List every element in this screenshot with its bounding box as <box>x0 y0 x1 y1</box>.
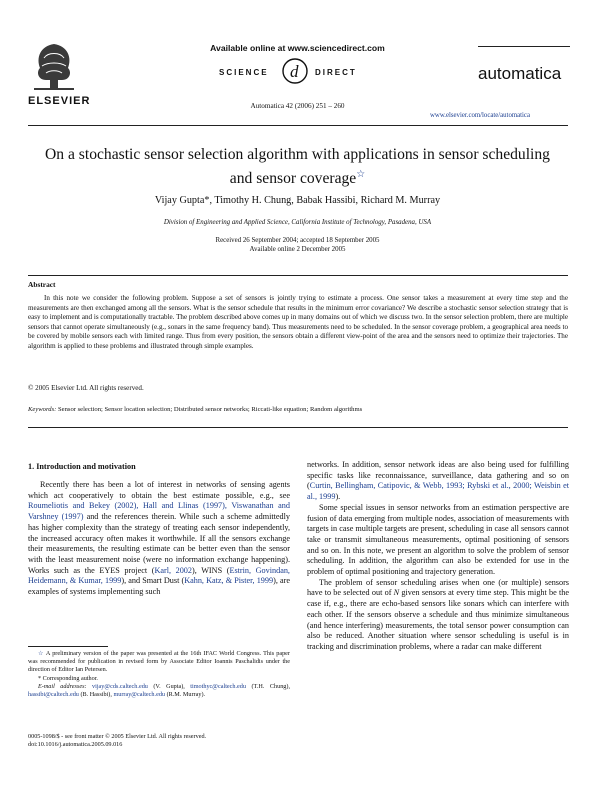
abstract-top-rule <box>28 275 568 276</box>
available-online-notice[interactable]: Available online at www.sciencedirect.com <box>210 43 385 53</box>
keywords-label: Keywords: <box>28 406 57 413</box>
header-divider <box>28 125 568 126</box>
sciencedirect-logo <box>215 56 375 86</box>
email-owner: (T.H. Chung), <box>246 682 290 690</box>
right-text-3b: given sensors at every time step. This might be the case if, e.g., there are echo-based sensors like sonars which can interfere with each other. If the sensors observe a schedule and thus minimize simultaneous (and hence interfering) measurements, the total sensor power consumption can also be reduced. Another situation where sensor scheduling is useful is in tracking and discrimination problems, where a radar can make different <box>307 588 570 651</box>
citation-link[interactable]: Curtin, Bellingham, Catipovic, & Webb, 1993; Rybski et al., 2000; Weisbin et al., 1999 <box>307 481 569 502</box>
citation-link[interactable]: Roumeliotis and Bekey (2002), Hall and Llinas (1997), Viswanathan and Varshney (1997) <box>28 501 290 522</box>
email-link[interactable]: hassibi@caltech.edu <box>28 691 79 699</box>
issn-doi-block <box>28 733 206 749</box>
issn-line: 0005-1098/$ - see front matter © 2005 Elsevier Ltd. All rights reserved. <box>28 733 207 740</box>
sciencedirect-left-text: SCIENCE <box>219 68 269 77</box>
footnote-presentation-text: A preliminary version of the paper was presented at the 16th IFAC World Congress. This paper was recommended for publication in revised form by Associate Editor Ioannis Paschalidis under the direction of Editor Ian Petersen. <box>28 650 290 674</box>
journal-reference: Automatica 42 (2006) 251 – 260 <box>250 102 345 110</box>
journal-brand: automatica <box>478 64 562 83</box>
citation-link[interactable]: Estrin, Govindan, Heidemann, & Kumar, 1999 <box>28 565 290 586</box>
doi-line: doi:10.1016/j.automatica.2005.09.016 <box>28 741 123 749</box>
right-text-1b: ). <box>335 492 341 502</box>
intro-text-1: Recently there has been a lot of interest in networks of sensing agents which act cooperatively to obtain the best estimate possible, e.g., see <box>28 480 290 500</box>
abstract-heading: Abstract <box>28 280 56 289</box>
footnote-presentation <box>28 650 290 675</box>
email-link[interactable]: murray@caltech.edu <box>113 691 166 699</box>
abstract-body: In this note we consider the following problem. Suppose a set of sensors is jointly trying to estimate a process. One sensor takes a measurement at every time step and the measurements are then exchanged among all the sensors. What is the sensor schedule that results in the minimum error covariance? We describe a stochastic sensor selection strategy that is easy to implement and is computationally tractable. The problem described above comes up in many domains out of which we discuss two. In the sensor selection problem, there are multiple sensors that cannot operate simultaneously (e.g., sonars in the same frequency band). Thus measurements need to be scheduled. In the sensor coverage problem, a geographical area needs to be covered by mobile sensors each with limited range. Thus from every position, the sensors obtain a different view-point of the area and the sensors need to optimize their trajectories. The algorithm is applied to these problems and illustrated through simple examples. <box>28 294 568 350</box>
footnote-corresponding <box>28 675 290 683</box>
email-owner: (B. Hassibi), <box>78 691 114 699</box>
email-link[interactable]: timothyc@caltech.edu <box>190 682 246 690</box>
intro-text-5: ), are examples of systems implementing such <box>28 576 290 597</box>
intro-text-2: and the references therein. While such a scheme admittedly has higher complexity than the strategy of treating each sensor independently, the increased accuracy often makes it worthwhile. If all the sensors exchange their measurements, the resulting estimate can be better even than the sensor with the least measurement noise (were no information exchange happening). Works such as the EYES project ( <box>28 512 290 575</box>
affiliation: Division of Engineering and Applied Science, California Institute of Technology, Pasadena, USA <box>163 219 432 226</box>
intro-text-4: ), and Smart Dust ( <box>121 576 185 586</box>
email-owner: (R.M. Murray). <box>165 691 206 699</box>
right-paragraph-3 <box>307 578 569 653</box>
footnote-asterisk: * <box>38 674 42 682</box>
section-heading: 1. Introduction and motivation <box>28 462 136 471</box>
article-title-text: On a stochastic sensor selection algorithm with applications in sensor scheduling and sensor coverage <box>45 146 550 188</box>
sciencedirect-mark: d <box>290 62 299 81</box>
publisher-name: ELSEVIER <box>28 95 91 107</box>
right-text-3a: The problem of sensor scheduling arises when one (or multiple) sensors have to be selected out of <box>307 577 569 598</box>
footnote-star-icon: ☆ <box>38 650 45 657</box>
left-column-text <box>28 480 290 598</box>
email-owner: (V. Gupta), <box>147 682 191 690</box>
right-paragraph-2: Some special issues in sensor networks from an estimation perspective are fusion of data emerging from multiple nodes, association of measurements with targets in case multiple targets are present, scheduling in case all sensors cannot take or transmit simultaneous measurements, optimal positioning of sensors and so on. In this note, we present an algorithm to solve the problem of sensor scheduling. In addition, the algorithm can also be extended for use in the problem of optimal positioning and trajectory generation. <box>307 502 569 577</box>
brand-rule <box>478 46 570 47</box>
journal-url-link[interactable]: www.elsevier.com/locate/automatica <box>430 112 530 119</box>
emails-label: E-mail addresses: <box>38 682 87 690</box>
footnote-corresponding-text: Corresponding author. <box>41 674 98 682</box>
citation-link[interactable]: Kahn, Katz, & Pister, 1999 <box>184 576 274 586</box>
right-paragraph-1 <box>307 460 569 503</box>
keywords-text: Sensor selection; Sensor location selection; Distributed sensor networks; Riccati-like equation; Random algorithms <box>57 406 363 413</box>
abstract-copyright: © 2005 Elsevier Ltd. All rights reserved. <box>28 384 144 392</box>
right-column-text <box>307 460 569 653</box>
intro-text-3: ), WINS ( <box>192 565 230 575</box>
citation-link[interactable]: Karl, 2002 <box>154 565 192 575</box>
abstract-bottom-rule <box>28 427 568 428</box>
article-title <box>40 145 555 189</box>
footnotes <box>28 650 290 699</box>
right-text-1: networks. In addition, sensor network ideas are also being used for fulfilling specific tasks like reconnaissance, surveillance, data gathering and so on ( <box>307 460 569 491</box>
keywords-line <box>28 406 568 413</box>
author-list: Vijay Gupta*, Timothy H. Chung, Babak Hassibi, Richard M. Murray <box>154 195 441 206</box>
title-footnote-star-icon[interactable]: ☆ <box>356 169 366 180</box>
footnote-rule <box>28 646 108 647</box>
variable-n: N <box>393 588 400 598</box>
sciencedirect-right-text: DIRECT <box>315 68 357 77</box>
received-dates: Received 26 September 2004; accepted 18 September 2005 <box>215 237 380 244</box>
footnote-emails <box>28 683 290 699</box>
online-date: Available online 2 December 2005 <box>249 246 346 253</box>
email-link[interactable]: vijay@cds.caltech.edu <box>92 682 148 690</box>
